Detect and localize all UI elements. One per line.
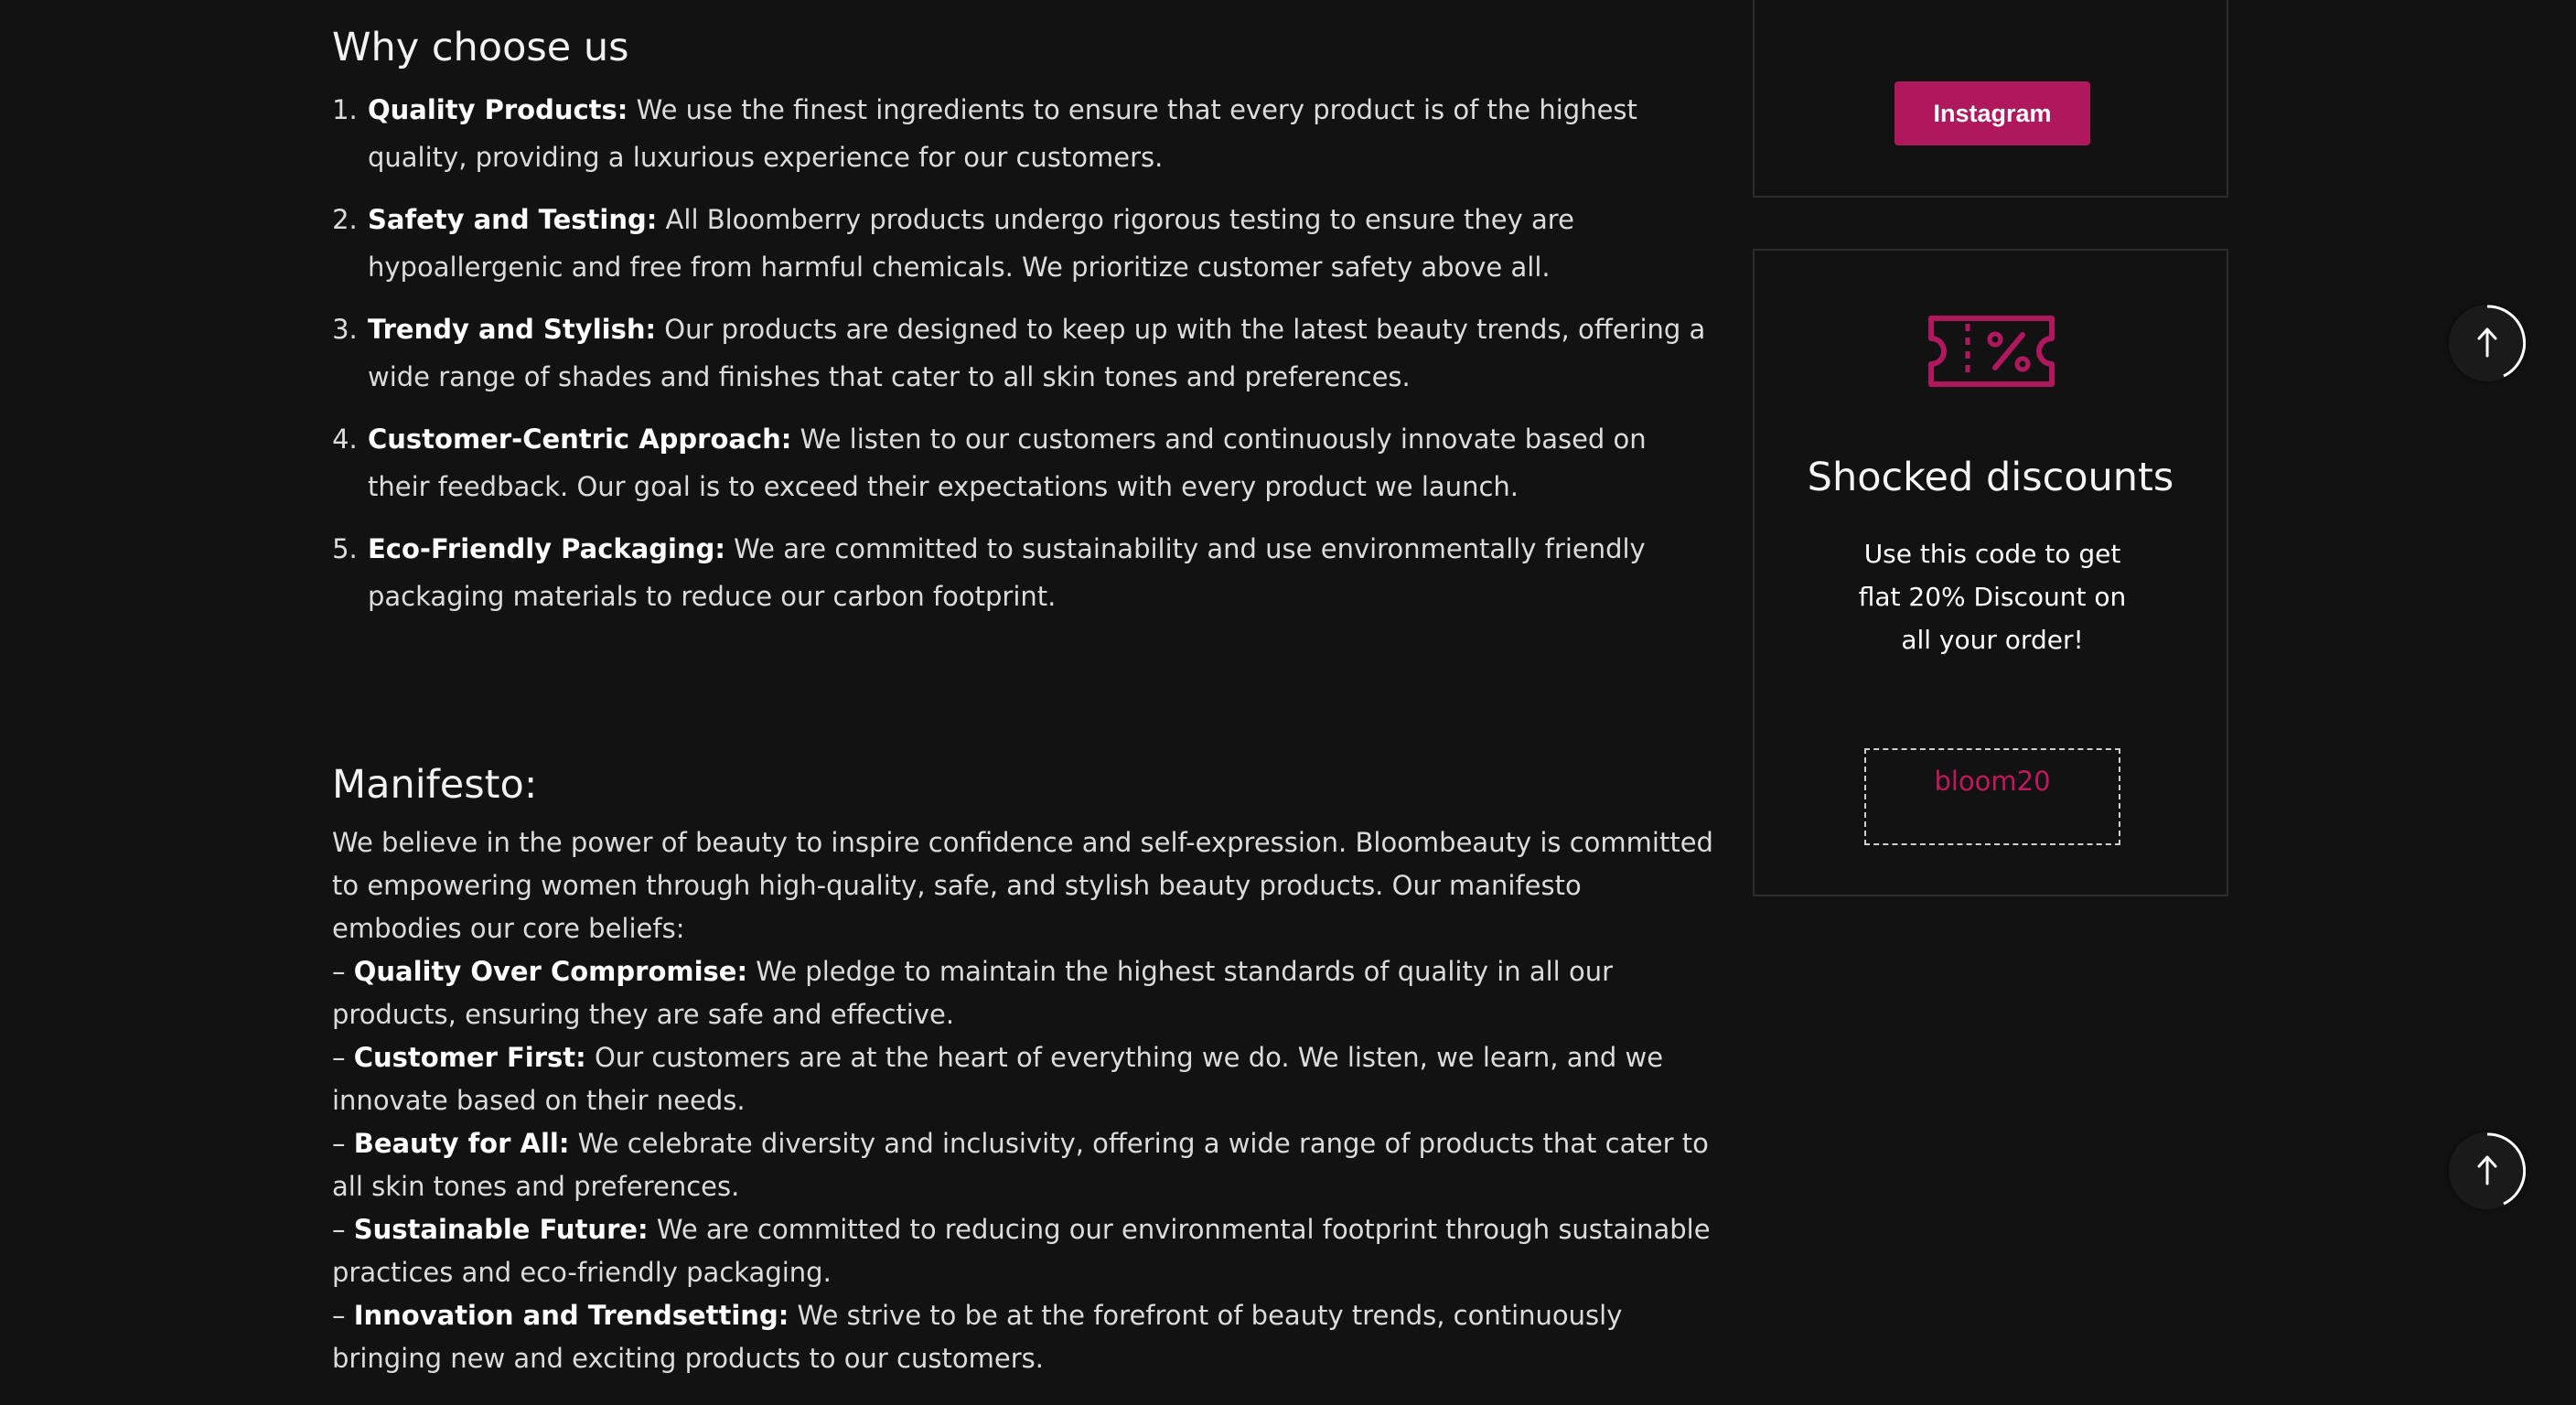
manifesto-prefix: –	[332, 1128, 354, 1159]
manifesto-body	[332, 821, 1713, 1380]
reason-label: Trendy and Stylish:	[368, 314, 657, 345]
reason-label: Safety and Testing:	[368, 204, 658, 235]
reason-item	[366, 415, 1713, 510]
manifesto-intro: We believe in the power of beauty to inspire confidence and self-expression. Bloombeauty is committed to empowering women through high-quality, safe, and stylish beauty products. Our manifesto embodies our core beliefs:	[332, 827, 1713, 944]
manifesto-prefix: –	[332, 1042, 354, 1073]
scroll-to-top-button[interactable]	[2449, 305, 2526, 381]
reason-text: Our products are designed to keep up with the latest beauty trends, offering a wide range of shades and finishes that cater to all skin tones and preferences.	[368, 314, 1706, 392]
manifesto-text: We celebrate diversity and inclusivity, offering a wide range of products that cater to all skin tones and preferences.	[332, 1128, 1709, 1202]
reason-item	[366, 306, 1713, 401]
reason-item	[366, 196, 1713, 291]
manifesto-label: Quality Over Compromise:	[353, 956, 748, 987]
discount-title: Shocked discounts	[1807, 455, 2174, 500]
why-choose-us-heading: Why choose us	[332, 25, 629, 70]
manifesto-heading: Manifesto:	[332, 762, 538, 808]
manifesto-text: We are committed to reducing our environmental footprint through sustainable practices and eco-friendly packaging.	[332, 1214, 1711, 1288]
scroll-to-top-button[interactable]	[2449, 1132, 2526, 1209]
reason-label: Quality Products:	[368, 94, 628, 125]
reason-item	[366, 525, 1713, 620]
main-content	[332, 20, 1713, 1380]
social-card	[1753, 0, 2228, 198]
manifesto-label: Innovation and Trendsetting:	[353, 1300, 789, 1331]
manifesto-label: Customer First:	[353, 1042, 586, 1073]
discount-description: Use this code to get flat 20% Discount on all your order!	[1858, 539, 2127, 655]
manifesto-item	[332, 1122, 1713, 1208]
reason-text: We listen to our customers and continuously innovate based on their feedback. Our goal is to exceed their expectations with every product we launch.	[368, 424, 1647, 502]
manifesto-item	[332, 1208, 1713, 1294]
manifesto-prefix: –	[332, 1300, 354, 1331]
reasons-list	[332, 86, 1713, 620]
reason-text: All Bloomberry products undergo rigorous testing to ensure they are hypoallergenic and free from harmful chemicals. We prioritize customer safety above all.	[368, 204, 1574, 283]
instagram-button[interactable]: Instagram	[1894, 81, 2090, 145]
reason-text: We use the finest ingredients to ensure that every product is of the highest quality, providing a luxurious experience for our customers.	[368, 94, 1637, 173]
discount-card	[1753, 249, 2228, 896]
manifesto-text: We strive to be at the forefront of beauty trends, continuously bringing new and exciting products to our customers.	[332, 1300, 1623, 1374]
manifesto-item	[332, 950, 1713, 1036]
reason-item	[366, 86, 1713, 181]
manifesto-text: We pledge to maintain the highest standards of quality in all our products, ensuring they are safe and effective.	[332, 956, 1614, 1030]
manifesto-prefix: –	[332, 1214, 354, 1245]
manifesto-item	[332, 1036, 1713, 1122]
manifesto-item	[332, 1294, 1713, 1380]
reason-label: Eco-Friendly Packaging:	[368, 533, 725, 564]
discount-code-box[interactable]: bloom20	[1864, 748, 2120, 845]
reason-text: We are committed to sustainability and use environmentally friendly packaging materials to reduce our carbon footprint.	[368, 533, 1646, 612]
manifesto-text: Our customers are at the heart of everything we do. We listen, we learn, and we innovate based on their needs.	[332, 1042, 1664, 1116]
manifesto-prefix: –	[332, 956, 354, 987]
coupon-percent-icon	[1927, 315, 2055, 391]
arrow-up-icon	[2449, 305, 2526, 381]
arrow-up-icon	[2449, 1132, 2526, 1209]
manifesto-label: Sustainable Future:	[353, 1214, 649, 1245]
reason-label: Customer-Centric Approach:	[368, 424, 792, 455]
manifesto-label: Beauty for All:	[353, 1128, 570, 1159]
